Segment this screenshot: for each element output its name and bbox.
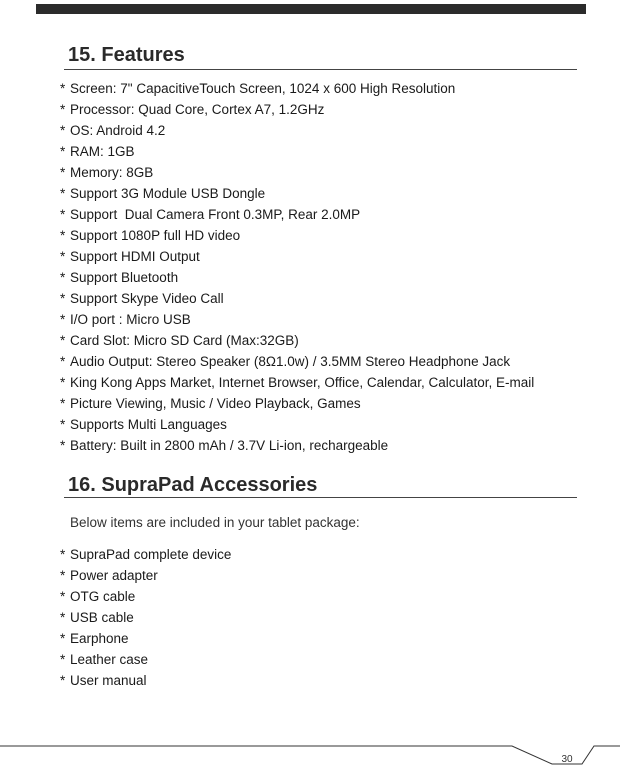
list-item (60, 565, 231, 586)
list-item (60, 649, 231, 670)
bullet: * (60, 631, 66, 646)
feature-text: Support Dual Camera Front 0.3MP, Rear 2.0MP (70, 207, 361, 222)
list-item (60, 141, 600, 162)
feature-text: Support HDMI Output (70, 249, 200, 264)
feature-text: Memory: 8GB (70, 165, 154, 180)
feature-text: RAM: 1GB (70, 144, 135, 159)
bullet: * (60, 312, 66, 327)
list-item (60, 393, 600, 414)
bullet: * (60, 228, 66, 243)
accessories-intro: Below items are included in your tablet package: (70, 515, 360, 530)
bullet: * (60, 186, 66, 201)
feature-text: Battery: Built in 2800 mAh / 3.7V Li-ion, rechargeable (70, 438, 389, 453)
accessories-heading: 16. SupraPad Accessories (68, 474, 318, 496)
bullet: * (60, 375, 66, 390)
bullet: * (60, 354, 66, 369)
bullet: * (60, 165, 66, 180)
list-item (60, 628, 231, 649)
list-item (60, 120, 600, 141)
features-heading-rule (64, 69, 577, 70)
accessory-text: USB cable (70, 610, 134, 625)
feature-text: Processor: Quad Core, Cortex A7, 1.2GHz (70, 102, 325, 117)
list-item (60, 586, 231, 607)
accessories-heading-rule (64, 497, 577, 498)
bullet: * (60, 291, 66, 306)
list-item (60, 267, 600, 288)
list-item (60, 309, 600, 330)
bullet: * (60, 333, 66, 348)
list-item (60, 544, 231, 565)
feature-text: Card Slot: Micro SD Card (Max:32GB) (70, 333, 299, 348)
feature-text: Audio Output: Stereo Speaker (8Ω1.0w) / 3.5MM Stereo Headphone Jack (70, 354, 511, 369)
features-list (60, 78, 600, 456)
feature-text: King Kong Apps Market, Internet Browser, Office, Calendar, Calculator, E-mail (70, 375, 535, 390)
feature-text: Support 1080P full HD video (70, 228, 241, 243)
accessory-text: User manual (70, 673, 147, 688)
bullet: * (60, 589, 66, 604)
list-item (60, 225, 600, 246)
list-item (60, 670, 231, 691)
accessory-text: Power adapter (70, 568, 158, 583)
bullet: * (60, 207, 66, 222)
feature-text: Supports Multi Languages (70, 417, 227, 432)
footer-tab-line (0, 738, 620, 773)
bullet: * (60, 417, 66, 432)
feature-text: Support 3G Module USB Dongle (70, 186, 266, 201)
accessory-text: Earphone (70, 631, 129, 646)
list-item (60, 330, 600, 351)
list-item (60, 351, 600, 372)
feature-text: I/O port : Micro USB (70, 312, 191, 327)
bullet: * (60, 144, 66, 159)
list-item (60, 372, 600, 393)
feature-text: Support Skype Video Call (70, 291, 224, 306)
list-item (60, 607, 231, 628)
bullet: * (60, 396, 66, 411)
bullet: * (60, 438, 66, 453)
bullet: * (60, 123, 66, 138)
bullet: * (60, 102, 66, 117)
accessory-text: OTG cable (70, 589, 136, 604)
features-heading: 15. Features (68, 44, 185, 66)
bullet: * (60, 568, 66, 583)
bullet: * (60, 81, 66, 96)
list-item (60, 99, 600, 120)
list-item (60, 246, 600, 267)
list-item (60, 414, 600, 435)
list-item (60, 183, 600, 204)
list-item (60, 435, 600, 456)
accessories-list (60, 544, 231, 691)
bullet: * (60, 249, 66, 264)
accessory-text: Leather case (70, 652, 149, 667)
list-item (60, 162, 600, 183)
header-bar (36, 4, 586, 14)
page-number: 30 (561, 754, 573, 765)
feature-text: Picture Viewing, Music / Video Playback, Games (70, 396, 361, 411)
bullet: * (60, 270, 66, 285)
bullet: * (60, 673, 66, 688)
page-footer (0, 738, 620, 773)
list-item (60, 78, 600, 99)
list-item (60, 288, 600, 309)
bullet: * (60, 547, 66, 562)
bullet: * (60, 610, 66, 625)
feature-text: Support Bluetooth (70, 270, 179, 285)
list-item (60, 204, 600, 225)
feature-text: Screen: 7" CapacitiveTouch Screen, 1024 x 600 High Resolution (70, 81, 456, 96)
bullet: * (60, 652, 66, 667)
feature-text: OS: Android 4.2 (70, 123, 166, 138)
accessory-text: SupraPad complete device (70, 547, 232, 562)
